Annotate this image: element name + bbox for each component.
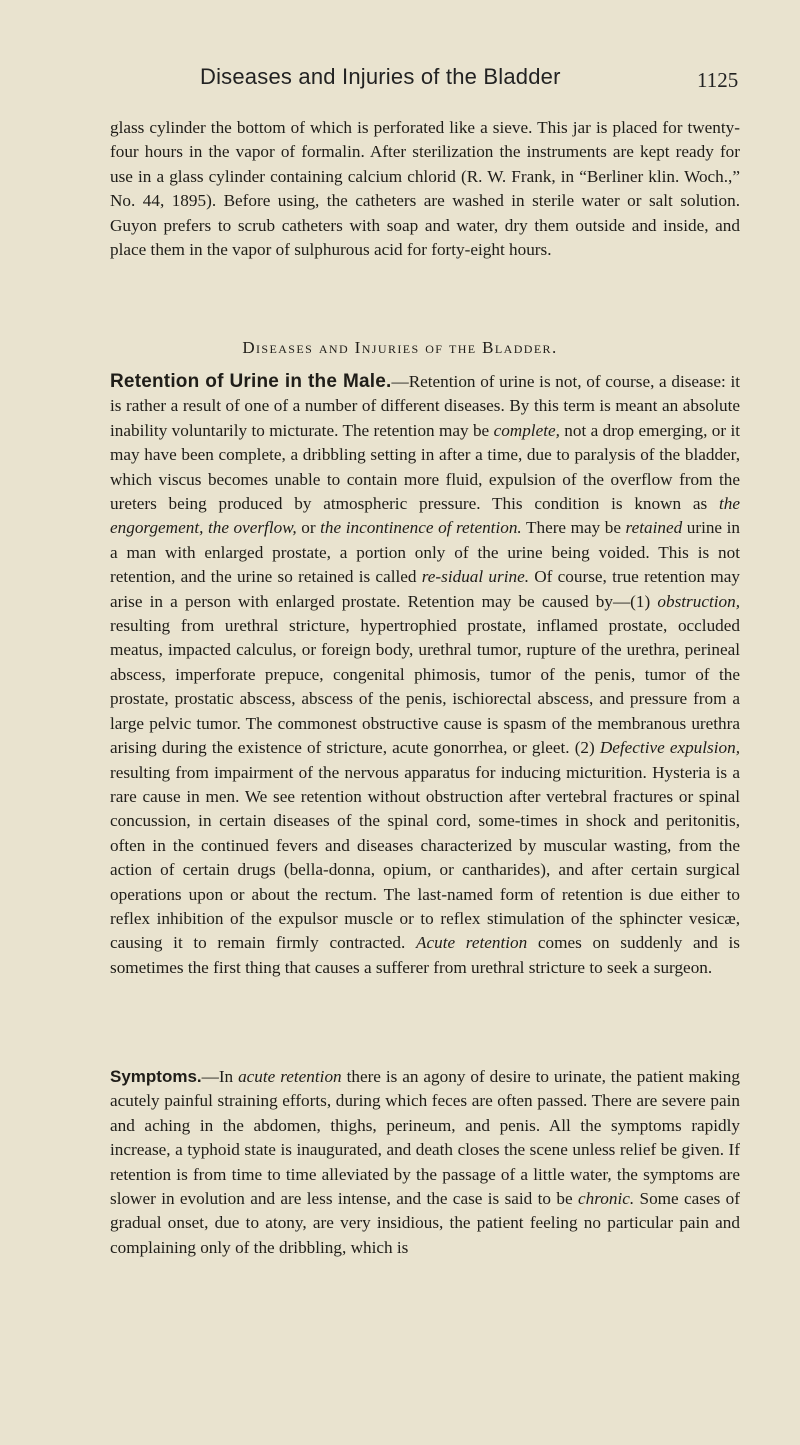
italic-term: Acute retention xyxy=(415,933,528,953)
run-in-heading: Retention of Urine in the Male. xyxy=(110,371,392,392)
text-run: there is an agony of desire to urinate, the patient making acutely painful straining efforts, during which feces are often passed. There are severe pain and aching in the abdomen, thighs, perineum, and penis. All the symptoms rapidly increase, a typhoid state is inaugurated, and death closes the scene unless relief be given. If retention is from time to time alleviated by the passage of a little water, the symptoms are slower in evolution and are less intense, and the case is said to be xyxy=(110,1067,740,1209)
run-in-heading: Symptoms. xyxy=(110,1067,202,1086)
text-run: urine in a man with enlarged prostate, a portion only of the urine being voided. This is not retention, and the urine so retained is called xyxy=(110,518,740,587)
text-run: not a drop emerging, or it may have been complete, a dribbling setting in after a time, due to paralysis of the bladder, which viscus becomes unable to contain more fluid, expulsion of the overflow from the ureters being produced by atmospheric pressure. This condition is known as xyxy=(110,420,740,514)
text-run: —Retention of urine is not, of course, a disease: it is rather a result of one of a number of different diseases. By this term is meant an absolute inability voluntarily to micturate. The retention may be xyxy=(110,372,740,440)
text-run: resulting from urethral stricture, hypertrophied prostate, inflamed prostate, occluded meatus, impacted calculus, or foreign body, urethral tumor, rupture of the urethra, perineal abscess, imperforate prepuce, congenital phimosis, tumor of the penis, tumor of the prostate, prostatic abscess, abscess of the penis, ischiorectal abscess, and pressure from a large pelvic tumor. The commonest obstructive cause is spasm of the membranous urethra arising during the existence of stricture, acute gonorrhea, or gleet. (2) xyxy=(110,616,740,758)
paragraph-text xyxy=(110,1065,740,1260)
paragraph-text: glass cylinder the bottom of which is perforated like a sieve. This jar is placed for twenty-four hours in the vapor of formalin. After sterilization the instruments are kept ready for use in a glass cylinder containing calcium chlorid (R. W. Frank, in “Berliner klin. Woch.,” No. 44, 1895). Before using, the catheters are washed in sterile water or salt solution. Guyon prefers to scrub catheters with soap and water, dry them outside and inside, and place them in the vapor of sulphurous acid for forty-eight hours. xyxy=(110,118,740,260)
text-run: —In xyxy=(201,1067,239,1086)
italic-term: retained xyxy=(625,518,683,538)
italic-term: acute retention xyxy=(238,1067,342,1086)
text-run: Some cases of gradual onset, due to atony, are very insidious, the patient feeling no particular pain and complaining only of the dribbling, which is xyxy=(110,1189,740,1257)
text-run: or xyxy=(296,518,321,538)
text-run: Of course, true retention may arise in a person with enlarged prostate. Retention may be caused by—(1) xyxy=(110,567,740,611)
paragraph-sterilization xyxy=(110,116,740,262)
paragraph-symptoms xyxy=(110,1065,740,1260)
running-title: Diseases and Injuries of the Bladder xyxy=(200,64,561,89)
page-number: 1125 xyxy=(697,68,739,92)
italic-term: the engorgement, the overflow, xyxy=(110,494,740,538)
paragraph-retention xyxy=(110,370,740,980)
text-run: comes on suddenly and is sometimes the first thing that causes a sufferer from urethral stricture to seek a surgeon. xyxy=(110,933,740,977)
text-run: resulting from impairment of the nervous apparatus for inducing micturition. Hysteria is a rare cause in men. We see retention without obstruction after vertebral fractures or spinal concussion, in certain diseases of the spinal cord, some-times in shock and peritonitis, often in the continued fevers and diseases characterized by muscular wasting, from the action of certain drugs (bella-donna, opium, or cantharides), and after certain surgical operations upon or about the rectum. The last-named form of retention is due either to reflex inhibition of the expulsor muscle or to reflex stimulation of the sphincter vesicæ, causing it to remain firmly contracted. xyxy=(110,762,740,953)
italic-term: obstruction, xyxy=(657,591,740,611)
running-head xyxy=(0,64,800,94)
italic-term: Defective expulsion, xyxy=(599,738,740,758)
italic-term: the incontinence of retention. xyxy=(320,518,522,538)
italic-term: re-sidual urine. xyxy=(421,567,529,587)
section-heading: Diseases and Injuries of the Bladder. xyxy=(242,338,558,357)
text-run: There may be xyxy=(521,518,626,538)
italic-term: chronic. xyxy=(577,1189,635,1209)
italic-term: complete, xyxy=(493,420,560,440)
paragraph-text xyxy=(110,370,740,980)
